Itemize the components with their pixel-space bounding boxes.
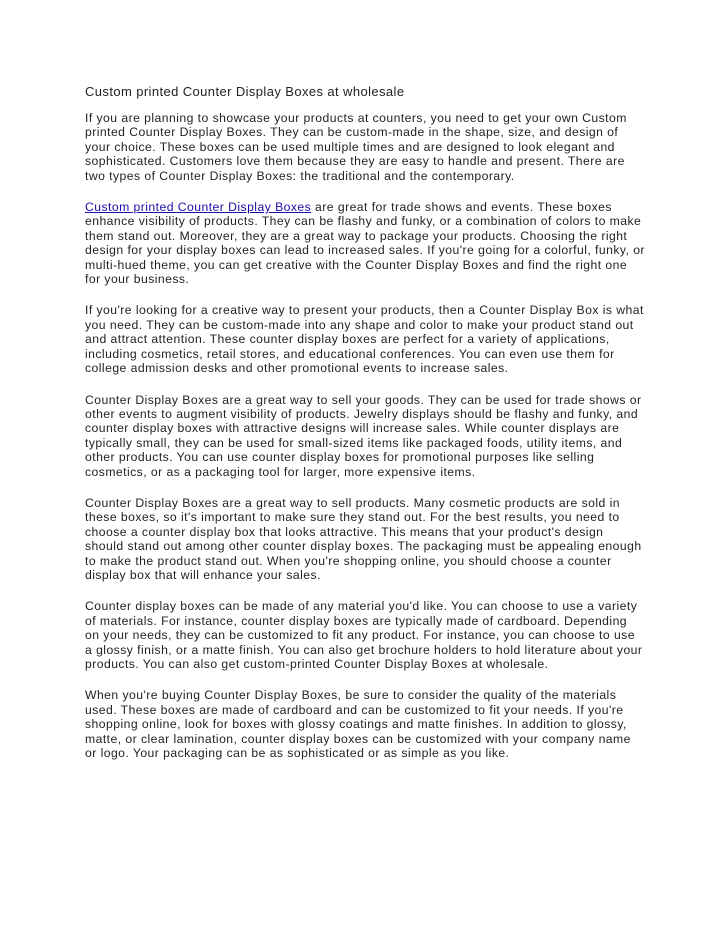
paragraph-2 [85, 200, 645, 286]
paragraph-text: Counter display boxes can be made of any material you'd like. You can choose to use a variety of materials. For instance, counter display boxes are typically made of cardboard. Depending on your needs, they can be customized to fit any product. For instance, you can choose to use a glossy finish, or a matte finish. You can also get brochure holders to hold literature about your products. You can also get custom-printed Counter Display Boxes at wholesale. [85, 599, 643, 671]
document-title: Custom printed Counter Display Boxes at wholesale [85, 84, 405, 99]
paragraph-5 [85, 496, 645, 582]
paragraph-text: When you're buying Counter Display Boxes, be sure to consider the quality of the materials used. These boxes are made of cardboard and can be customized to fit your needs. If you're shopping online, look for boxes with glossy coatings and matte finishes. In addition to glossy, matte, or clear lamination, counter display boxes can be customized with your company name or logo. Your packaging can be as sophisticated or as simple as you like. [85, 688, 631, 761]
paragraph-3 [85, 303, 645, 375]
document-page [85, 83, 645, 777]
paragraph-7 [85, 688, 645, 760]
paragraph-text: Counter Display Boxes are a great way to sell products. Many cosmetic products are sold in these boxes, so it's important to make sure they stand out. For the best results, you need to choose a counter display box that looks attractive. This means that your product's design should stand out among other counter display boxes. The packaging must be appealing enough to make the product stand out. When you're shopping online, you should choose a counter display box that will enhance your sales. [85, 495, 642, 582]
counter-display-boxes-link[interactable]: Custom printed Counter Display Boxes [85, 200, 312, 215]
paragraph-1 [85, 111, 645, 183]
paragraph-text: are great for trade shows and events. These boxes enhance visibility of products. They can be flashy and funky, or a combination of colors to make them stand out. Moreover, they are a great way to package your products. Choosing the right design for your display boxes can lead to increased sales. If you're going for a colorful, funky, or multi-hued theme, you can get creative with the Counter Display Boxes and find the right one for your business. [85, 200, 645, 287]
paragraph-text: If you are planning to showcase your products at counters, you need to get your own Custom printed Counter Display Boxes. They can be custom-made in the shape, size, and design of your choice. These boxes can be used multiple times and are designed to look elegant and sophisticated. Customers love them because they are easy to handle and present. There are two types of Counter Display Boxes: the traditional and the contemporary. [85, 111, 627, 183]
paragraph-text: If you're looking for a creative way to present your products, then a Counter Display Box is what you need. They can be custom-made into any shape and color to make your product stand out and attract attention. These counter display boxes are perfect for a variety of applications, including cosmetics, retail stores, and educational conferences. You can even use them for college admission desks and other promotional events to increase sales. [85, 303, 644, 376]
paragraph-4 [85, 393, 645, 479]
paragraph-6 [85, 599, 645, 671]
paragraph-text: Counter Display Boxes are a great way to sell your goods. They can be used for trade shows or other events to augment visibility of products. Jewelry displays should be flashy and funky, and counter display boxes with attractive designs will increase sales. While counter displays are typically small, they can be used for small-sized items like packaged foods, utility items, and other products. You can use counter display boxes for promotional purposes like selling cosmetics, or as a packaging tool for larger, more expensive items. [85, 392, 642, 479]
